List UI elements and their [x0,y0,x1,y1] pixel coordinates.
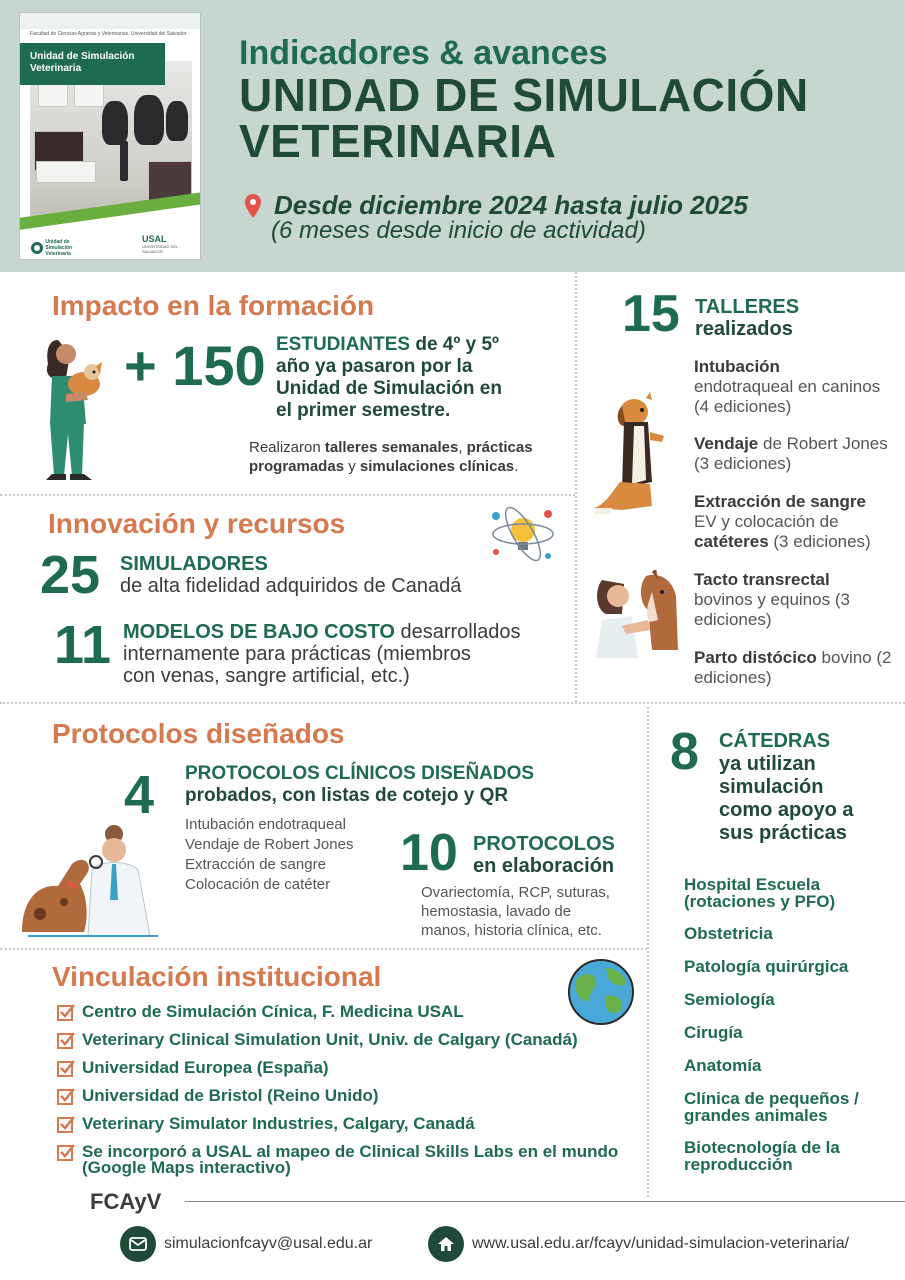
institution-list [57,1004,647,1187]
section-title-impacto: Impacto en la formación [52,290,375,321]
workshop-item: Extracción de sangre EV y colocación de catéteres (3 ediciones) [694,492,871,551]
beagle-illustration [592,392,674,516]
checkbox-checked-icon [57,1031,75,1049]
models-description: MODELOS DE BAJO COSTO desarrollados internamente para prácticas (miembros con venas, sangre artificial, etc.) [123,621,521,687]
checkbox-checked-icon [57,1059,75,1077]
protocols-list: Intubación endotraqueal Vendaje de Robert Jones Extracción de sangre Colocación de catéter [185,816,354,893]
cover-logo-right: USAL UNIVERSIDAD DEL SALVADOR [142,234,179,254]
date-note: (6 meses desde inicio de actividad) [271,217,646,244]
checkbox-checked-icon [57,1003,75,1021]
workshop-item: Parto distócico bovino (2 ediciones) [694,648,892,687]
header [0,0,905,272]
institution-item: Universidad Europea (España) [57,1060,647,1077]
cover-logo-left: Unidad de Simulación Veterinaria [30,239,75,257]
chair-item: Hospital Escuela (rotaciones y PFO) [684,875,836,911]
workshop-item: Tacto transrectal bovinos y equinos (3 ediciones) [694,570,850,629]
vet-with-horse-illustration [592,570,682,658]
checkbox-checked-icon [57,1115,75,1133]
section-title-innovacion: Innovación y recursos [48,508,346,539]
date-range: Desde diciembre 2024 hasta julio 2025 [274,190,749,220]
divider [647,702,649,1197]
section-title-protocolos: Protocolos diseñados [52,718,345,749]
protocols-label: PROTOCOLOS CLÍNICOS DISEÑADOS probados, con listas de cotejo y QR [185,763,535,806]
chairs-label: CÁTEDRAS ya utilizan simulación como apoyo a sus prácticas [719,730,854,844]
cover-faculty-text: Facultad de Ciencias Agrarias y Veterinarias. Universidad del Salvador [30,31,187,37]
chairs-number: 8 [670,723,699,781]
protocols-number: 4 [124,765,155,825]
institution-item: Centro de Simulación Cínica, F. Medicina USAL [57,1004,647,1021]
page-title: UNIDAD DE SIMULACIÓN VETERINARIA [239,69,809,167]
section-title-vinculacion: Vinculación institucional [52,961,382,992]
divider [575,272,577,702]
workshop-item: Vendaje de Robert Jones (3 ediciones) [694,434,888,473]
simulators-number: 25 [40,545,101,605]
checkbox-checked-icon [57,1143,75,1161]
chair-item: Cirugía [684,1023,743,1042]
divider [0,494,575,496]
innovation-lightbulb-icon [490,504,556,566]
home-icon [428,1226,464,1262]
protocols-in-progress-label: PROTOCOLOS en elaboración [473,833,615,877]
location-pin-icon [244,194,262,218]
vet-with-dog-illustration [18,820,166,940]
students-number: + 150 [124,334,266,397]
chair-item: Biotecnología de la reproducción [684,1138,840,1174]
models-number: 11 [54,615,112,675]
website-link[interactable]: www.usal.edu.ar/fcayv/unidad-simulacion-veterinaria/ [472,1235,850,1252]
chair-item: Obstetricia [684,924,773,943]
checkbox-checked-icon [57,1087,75,1105]
students-description: ESTUDIANTES de 4º y 5º año ya pasaron por la Unidad de Simulación en el primer semestre. [276,334,502,421]
divider [0,702,905,704]
brochure-cover-image [19,12,201,260]
chair-item: Semiología [684,990,775,1009]
chair-item: Anatomía [684,1056,762,1075]
activities-description: Realizaron talleres semanales, prácticas programadas y simulaciones clínicas. [249,439,533,475]
simulators-description: SIMULADORES de alta fidelidad adquiridos de Canadá [120,553,462,597]
unit-logo-icon [30,241,44,255]
mail-icon [120,1226,156,1262]
institution-item: Veterinary Simulator Industries, Calgary, Canadá [57,1116,647,1133]
email-link[interactable]: simulacionfcayv@usal.edu.ar [164,1235,373,1252]
institution-item: Universidad de Bristol (Reino Unido) [57,1088,647,1105]
workshops-label: TALLERES realizados [695,296,800,340]
divider [0,948,647,950]
institution-item: Se incorporó a USAL al mapeo de Clinical Skills Labs en el mundo (Google Maps interactivo) [57,1144,647,1176]
workshops-number: 15 [622,285,680,343]
chair-item: Clínica de pequeños / grandes animales [684,1089,859,1125]
protocols-in-progress-number: 10 [400,824,458,882]
protocols-in-progress-list: Ovariectomía, RCP, suturas, hemostasia, lavado de manos, historia clínica, etc. [421,884,610,939]
institution-item: Veterinary Clinical Simulation Unit, Univ. de Calgary (Canadá) [57,1032,647,1049]
header-subtitle: Indicadores & avances [239,34,608,72]
footer-brand: FCAyV [90,1189,162,1214]
cover-title: Unidad de Simulación Veterinaria [20,43,165,85]
chair-item: Patología quirúrgica [684,957,849,976]
footer-divider [185,1201,905,1202]
student-with-dog-illustration [36,334,112,484]
workshop-item: Intubación endotraqueal en caninos (4 ediciones) [694,357,881,416]
